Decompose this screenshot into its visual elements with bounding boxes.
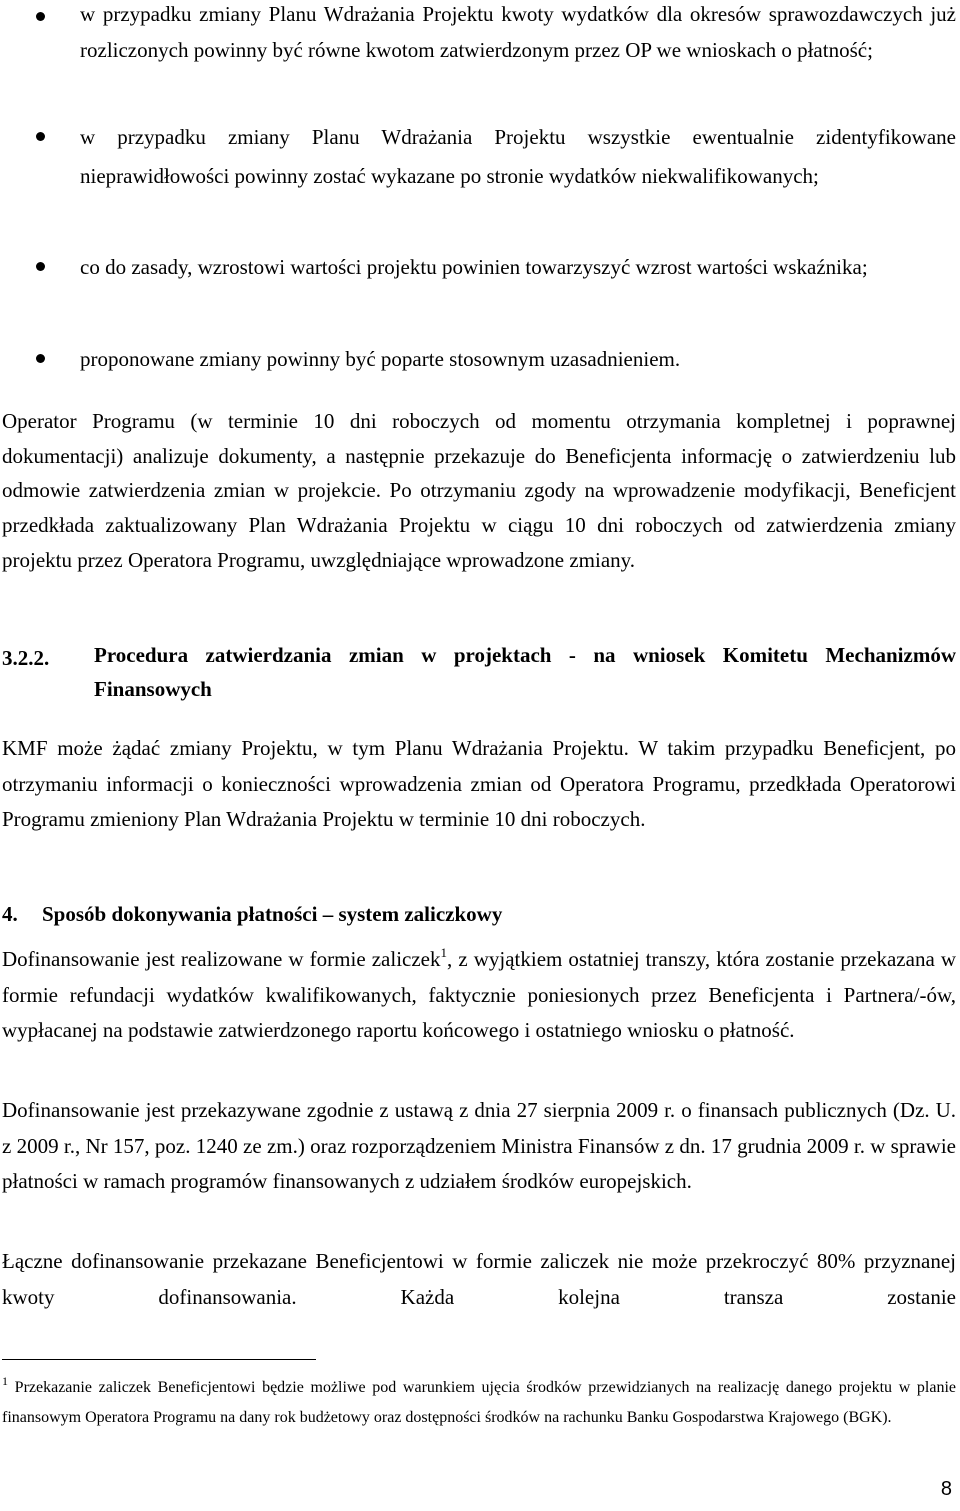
- bullet-icon: [36, 262, 45, 271]
- footnote-mark: 1: [2, 1374, 8, 1388]
- footnote: [2, 1373, 956, 1433]
- bullet-icon: [36, 132, 45, 141]
- bullet-text: co do zasady, wzrostowi wartości projektu powinien towarzyszyć wzrost wartości wskaźnika;: [80, 255, 868, 279]
- section-number: 3.2.2.: [2, 646, 50, 670]
- bullet-text: w przypadku zmiany Planu Wdrażania Projektu kwoty wydatków dla okresów sprawozdawczych już rozliczonych powinny być równe kwotom zatwierdzonym przez OP we wnioskach o płatność;: [80, 2, 956, 62]
- footnote-text: Przekazanie zaliczek Beneficjentowi będzie możliwe pod warunkiem ujęcia środków przewidzianych na realizację danego projektu w planie finansowym Operatora Programu na dany rok budżetowy oraz dostępności środków na rachunku Banku Gospodarstwa Krajowego (BGK).: [2, 1379, 956, 1426]
- bullet-text: proponowane zmiany powinny być poparte stosownym uzasadnieniem.: [80, 347, 681, 371]
- footnote-separator: [2, 1359, 316, 1360]
- bullet-icon: [36, 12, 45, 21]
- paragraph-kmf: KMF może żądać zmiany Projektu, w tym Planu Wdrażania Projektu. W takim przypadku Beneficjent, po otrzymaniu informacji o konieczności wprowadzenia zmian od Operatora Programu, przedkłada Operatorowi Programu zmieniony Plan Wdrażania Projektu w terminie 10 dni roboczych.: [2, 736, 956, 831]
- paragraph-text: , z wyjątkiem ostatniej transzy, która zostanie przekazana w formie refundacji wydatków kwalifikowanych, faktycznie poniesionych przez Beneficjenta i Partnera/-ów, wypłacanej na podstawie zatwierdzonego raportu końcowego i ostatniego wniosku o płatność.: [2, 947, 956, 1042]
- section-heading: Procedura zatwierdzania zmian w projektach - na wniosek Komitetu Mechanizmów Finansowych: [94, 643, 956, 701]
- page-number: 8: [940, 1478, 952, 1500]
- paragraph-laczne: Łączne dofinansowanie przekazane Beneficjentowi w formie zaliczek nie może przekroczyć 80% przyznanej kwoty dofinansowania. Każda kolejna transza zostanie: [2, 1249, 956, 1309]
- bullet-text: w przypadku zmiany Planu Wdrażania Projektu wszystkie ewentualnie zidentyfikowane nieprawidłowości powinny zostać wykazane po stronie wydatków niekwalifikowanych;: [80, 125, 956, 188]
- bullet-icon: [36, 354, 45, 363]
- paragraph-text: Dofinansowanie jest realizowane w formie zaliczek: [2, 947, 441, 971]
- footnote-reference[interactable]: 1: [440, 945, 447, 960]
- paragraph-dofinansowanie-1: [2, 942, 956, 1049]
- section-number: 4.: [2, 902, 18, 926]
- paragraph-dofinansowanie-2: Dofinansowanie jest przekazywane zgodnie z ustawą z dnia 27 sierpnia 2009 r. o finansach publicznych (Dz. U. z 2009 r., Nr 157, poz. 1240 ze zm.) oraz rozporządzeniem Ministra Finansów z dn. 17 grudnia 2009 r. w sprawie płatności w ramach programów finansowanych z udziałem środków europejskich.: [2, 1098, 956, 1193]
- section-heading: Sposób dokonywania płatności – system zaliczkowy: [42, 902, 503, 926]
- paragraph-operator: Operator Programu (w terminie 10 dni roboczych od momentu otrzymania kompletnej i poprawnej dokumentacji) analizuje dokumenty, a następnie przekazuje do Beneficjenta informację o zatwierdzeniu lub odmowie zatwierdzenia zmian w projekcie. Po otrzymaniu zgody na wprowadzenie modyfikacji, Beneficjent przedkłada zaktualizowany Plan Wdrażania Projektu w ciągu 10 dni roboczych od zatwierdzenia zmiany projektu przez Operatora Programu, uwzględniające wprowadzone zmiany.: [2, 409, 956, 572]
